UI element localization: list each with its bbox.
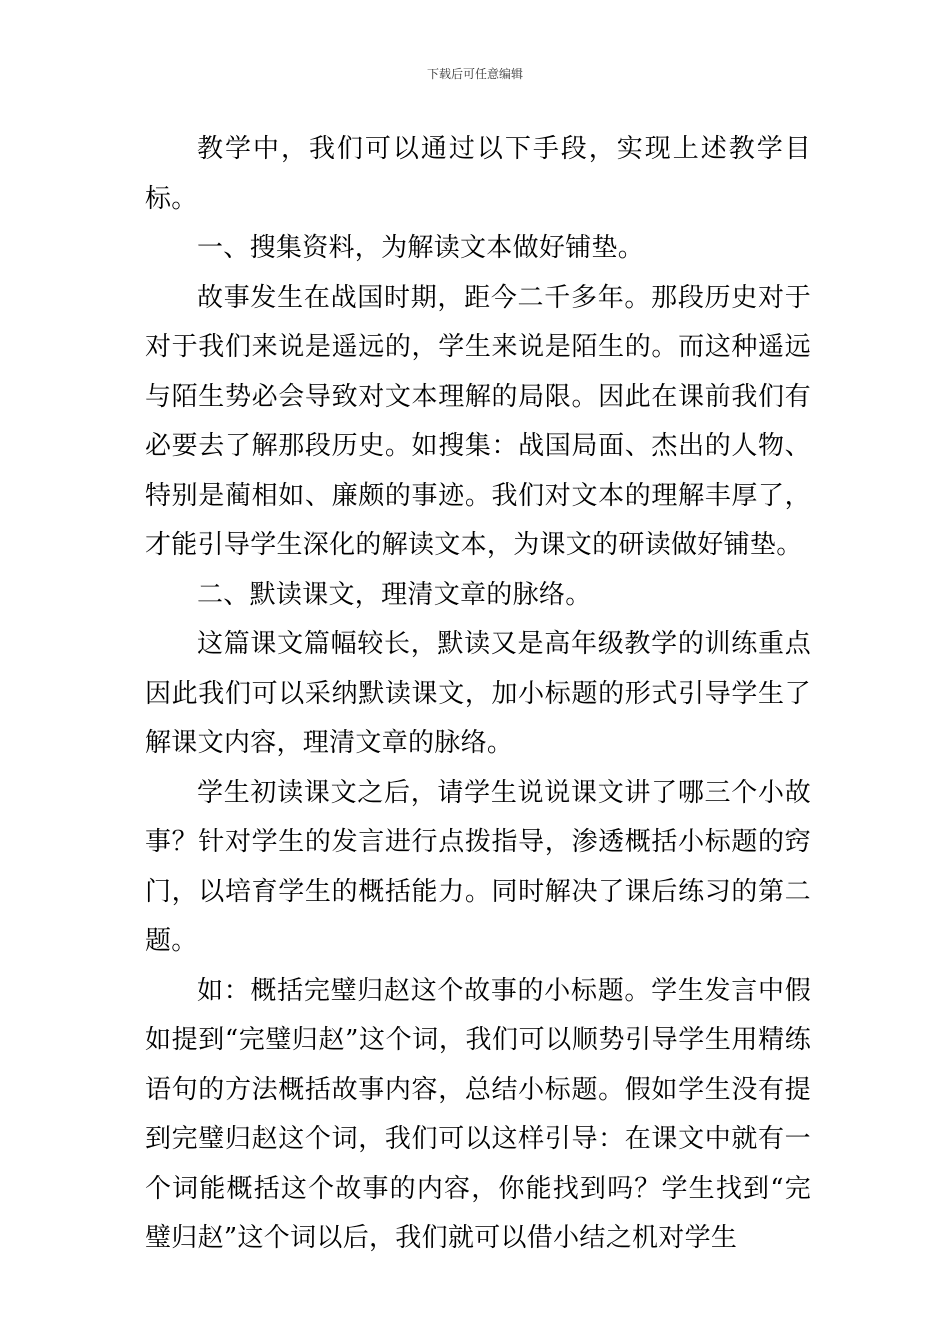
paragraph-background: 故事发生在战国时期，距今二千多年。那段历史对于对于我们来说是遥远的，学生来说是陌生的。而这种遥远与陌生势必会导致对文本理解的局限。因此在课前我们有必要去了解那段历史。如搜集：战国局面、杰出的人物、特别是蔺相如、廉颇的事迹。我们对文本的理解丰厚了，才能引导学生深化的解读文本，为课文的研读做好铺垫。: [145, 282, 811, 560]
download-editable-note: 下载后可任意编辑: [426, 67, 523, 81]
paragraph-silent-reading: 这篇课文篇幅较长，默读又是高年级教学的训练重点因此我们可以采纳默读课文，加小标题的形式引导学生了解课文内容，理清文章的脉络。: [145, 629, 811, 758]
paragraph-three-stories: 学生初读课文之后，请学生说说课文讲了哪三个小故事？针对学生的发言进行点拨指导，渗透概括小标题的窍门，以培育学生的概括能力。同时解决了课后练习的第二题。: [145, 777, 811, 956]
paragraph-example: 如：概括完璧归赵这个故事的小标题。学生发言中假如提到“完璧归赵”这个词，我们可以顺势引导学生用精练语句的方法概括故事内容，总结小标题。假如学生没有提到完璧归赵这个词，我们可以这样引导：在课文中就有一个词能概括这个故事的内容，你能找到吗？学生找到“完璧归赵”这个词以后，我们就可以借小结之机对学生: [145, 975, 811, 1253]
section-heading-one: 一、搜集资料，为解读文本做好铺垫。: [197, 233, 645, 263]
paragraph-intro: 教学中，我们可以通过以下手段，实现上述教学目标。: [145, 134, 811, 214]
section-heading-two: 二、默读课文，理清文章的脉络。: [197, 579, 592, 610]
document-body: [145, 125, 811, 1264]
